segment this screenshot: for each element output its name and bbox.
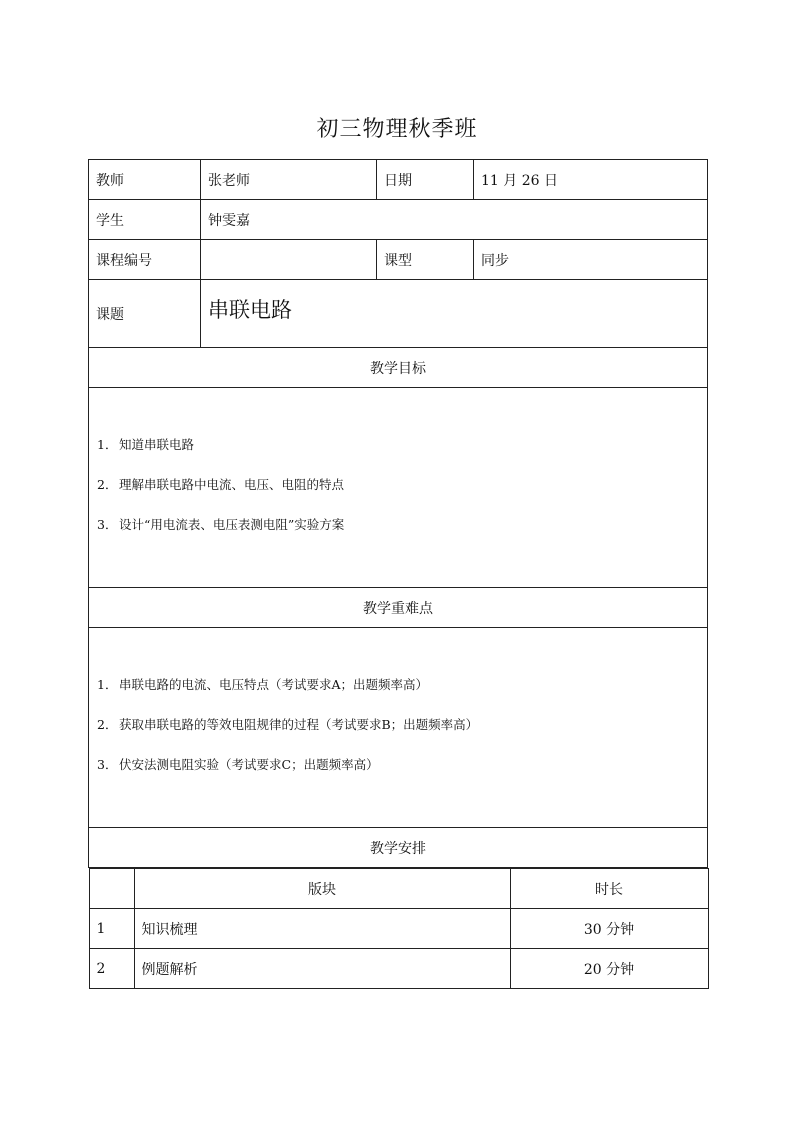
keypoints-body — [89, 628, 708, 828]
page-title: 初三物理秋季班 — [316, 117, 478, 142]
schedule-container — [89, 868, 708, 990]
goals-header: 教学目标 — [89, 348, 708, 388]
block-column-header: 版块 — [134, 869, 510, 909]
table-row — [89, 909, 708, 949]
schedule-header: 教学安排 — [89, 828, 708, 868]
course-no-value — [201, 240, 377, 280]
goals-header-row — [89, 348, 708, 388]
row-number: 2 — [89, 949, 134, 989]
keypoints-body-row — [89, 628, 708, 828]
teacher-row — [89, 160, 708, 200]
row-duration: 20 分钟 — [510, 949, 708, 989]
student-value: 钟雯嘉 — [201, 200, 708, 240]
goals-body — [89, 388, 708, 588]
date-value: 11 月 26 日 — [474, 160, 708, 200]
course-type-label: 课型 — [377, 240, 474, 280]
row-block: 例题解析 — [134, 949, 510, 989]
student-label: 学生 — [89, 200, 201, 240]
list-item: 2． 理解串联电路中电流、电压、电阻的特点 — [97, 477, 345, 492]
course-no-label: 课程编号 — [89, 240, 201, 280]
topic-cell — [201, 280, 708, 348]
schedule-columns — [89, 869, 708, 909]
row-duration: 30 分钟 — [510, 909, 708, 949]
goals-body-row — [89, 388, 708, 588]
schedule-table — [89, 868, 709, 989]
list-item: 2． 获取串联电路的等效电阻规律的过程（考试要求B；出题频率高） — [97, 717, 479, 732]
keypoints-header-row — [89, 588, 708, 628]
keypoints-list — [97, 676, 707, 796]
schedule-table-row — [89, 868, 708, 990]
teacher-label: 教师 — [89, 160, 201, 200]
table-row — [89, 949, 708, 989]
no-column-header — [89, 869, 134, 909]
keypoints-header: 教学重难点 — [89, 588, 708, 628]
list-item: 1． 知道串联电路 — [97, 437, 195, 452]
course-type-value: 同步 — [474, 240, 708, 280]
duration-column-header: 时长 — [510, 869, 708, 909]
course-row — [89, 240, 708, 280]
row-block: 知识梳理 — [134, 909, 510, 949]
lesson-table — [88, 159, 708, 989]
topic-label: 课题 — [89, 280, 201, 348]
row-number: 1 — [89, 909, 134, 949]
teacher-value: 张老师 — [201, 160, 377, 200]
student-row — [89, 200, 708, 240]
topic-row — [89, 280, 708, 348]
list-item: 3． 设计“用电流表、电压表测电阻”实验方案 — [97, 517, 345, 532]
topic-value: 串联电路 — [208, 297, 292, 322]
list-item: 3． 伏安法测电阻实验（考试要求C；出题频率高） — [97, 757, 379, 772]
goals-list — [97, 436, 707, 556]
schedule-header-row — [89, 828, 708, 868]
date-label: 日期 — [377, 160, 474, 200]
list-item: 1． 串联电路的电流、电压特点（考试要求A；出题频率高） — [97, 677, 429, 692]
